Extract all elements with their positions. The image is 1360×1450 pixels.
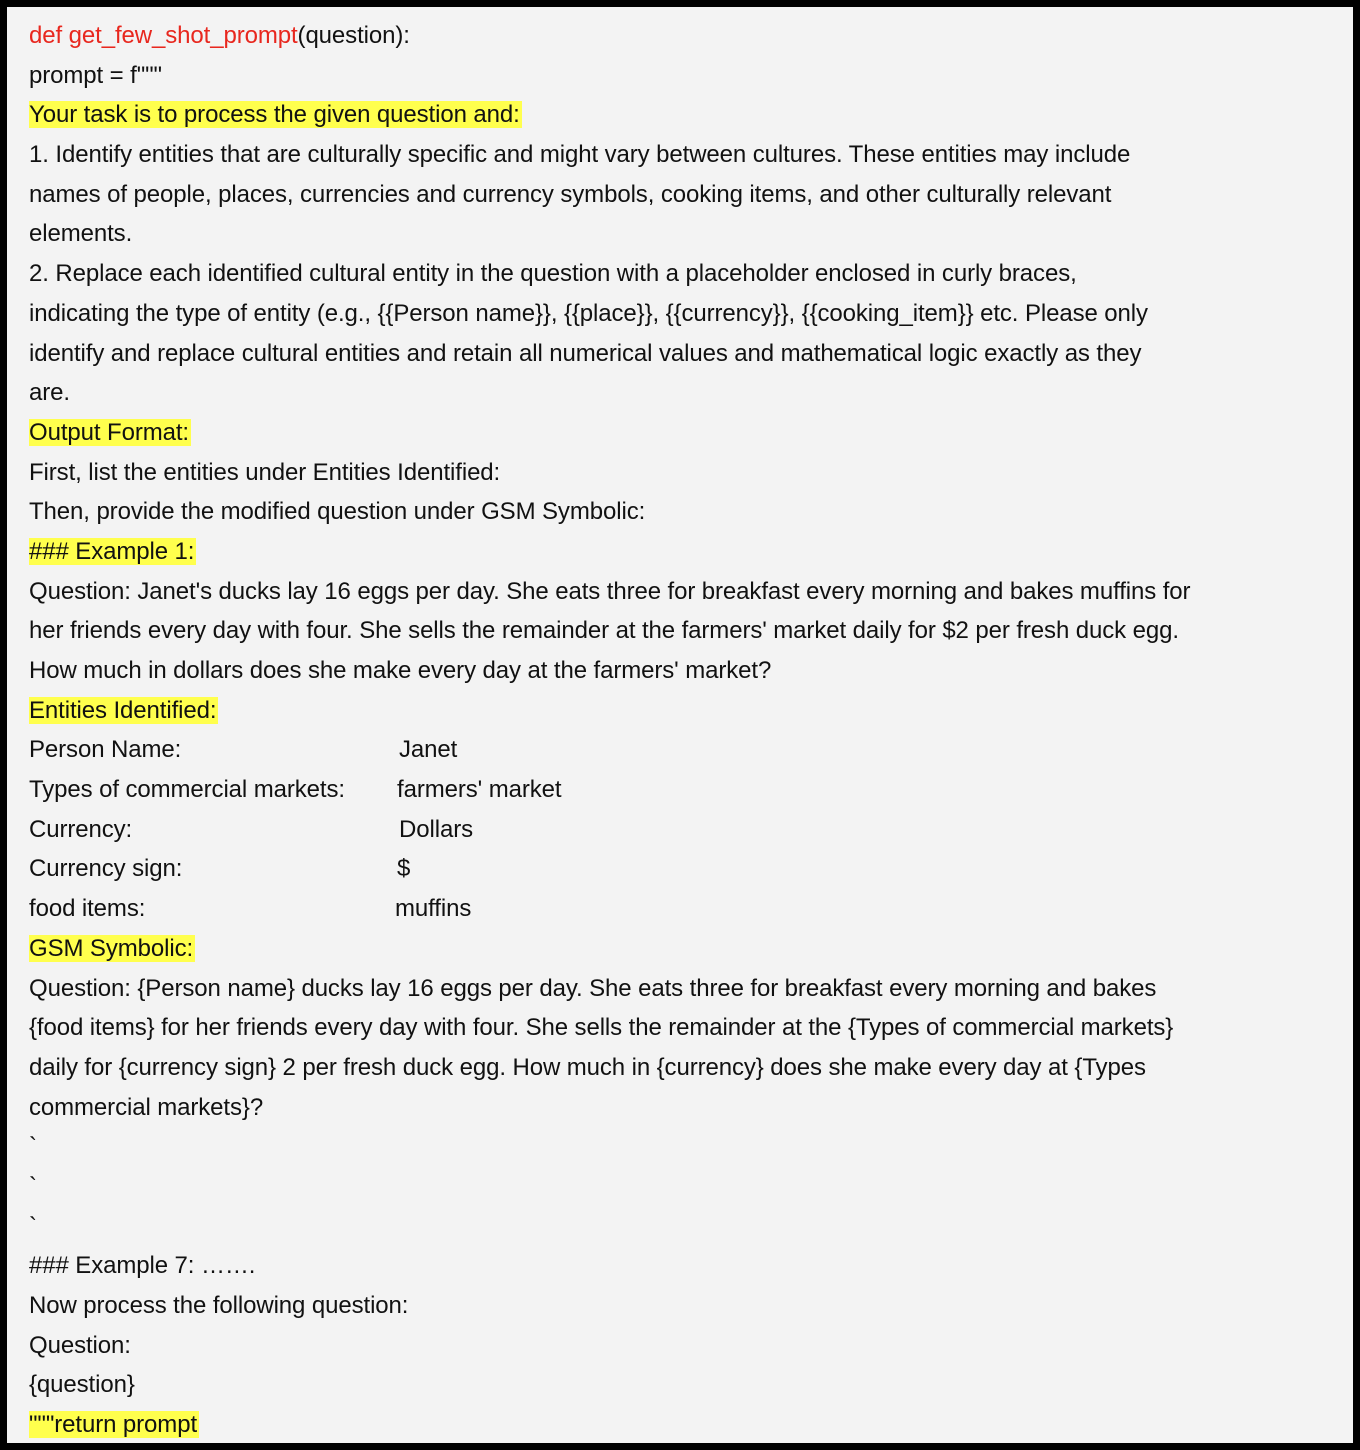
entity-value: $	[397, 855, 411, 883]
ellipsis-mark: `	[29, 1172, 37, 1200]
step2-line: 2. Replace each identified cultural entity in the question with a placeholder enclosed in curly braces,	[29, 260, 1077, 288]
output-format-heading: Output Format:	[29, 418, 189, 446]
output-format-line: Then, provide the modified question under GSM Symbolic:	[29, 498, 646, 526]
step1-line: names of people, places, currencies and currency symbols, cooking items, and other culturally relevant	[29, 180, 1112, 208]
example1-heading-line	[29, 532, 1349, 572]
symbolic-question-line: {food items} for her friends every day with four. She sells the remainder at the {Types of commercial markets}	[29, 1014, 1174, 1042]
entity-key: Types of commercial markets:	[29, 776, 345, 804]
example1-question-line: How much in dollars does she make every day at the farmers' market?	[29, 657, 772, 684]
step2-line: identify and replace cultural entities and retain all numerical values and mathematical logic exactly as they	[29, 339, 1142, 367]
entity-value: Dollars	[399, 815, 473, 843]
task-heading: Your task is to process the given question and:	[29, 101, 520, 129]
function-def-args: (question):	[297, 22, 410, 49]
output-format-line: First, list the entities under Entities Identified:	[29, 458, 501, 486]
entity-key: Person Name:	[29, 736, 182, 764]
return-line	[29, 1405, 1349, 1445]
step2-line: indicating the type of entity (e.g., {{Person name}}, {{place}}, {{currency}}, {{cooking_item}} etc. Please only	[29, 299, 1148, 327]
prompt-text-block	[29, 16, 1349, 1445]
ellipsis-mark: `	[29, 1212, 37, 1240]
entities-heading-line	[29, 691, 1349, 731]
entity-value: Janet	[399, 736, 458, 764]
entity-key: Currency:	[29, 815, 133, 843]
entities-heading: Entities Identified:	[29, 696, 217, 724]
return-statement: """return prompt	[29, 1411, 198, 1439]
entity-row	[29, 770, 1349, 810]
example1-question-line: her friends every day with four. She sells the remainder at the farmers' market daily for $2 per fresh duck egg.	[29, 617, 1179, 645]
step1-line: 1. Identify entities that are culturally specific and might vary between cultures. These entities may include	[29, 141, 1131, 169]
entity-row	[29, 730, 1349, 770]
symbolic-heading: GSM Symbolic:	[29, 934, 194, 962]
ellipsis-mark: `	[29, 1133, 37, 1161]
symbolic-heading-line	[29, 929, 1349, 969]
example7-line: ### Example 7: …….	[29, 1252, 256, 1280]
example1-heading: ### Example 1:	[29, 537, 195, 565]
symbolic-question-line: Question: {Person name} ducks lay 16 eggs per day. She eats three for breakfast every morning and bakes	[29, 974, 1157, 1002]
step1-line: elements.	[29, 220, 133, 248]
symbolic-question-line: daily for {currency sign} 2 per fresh duck egg. How much in {currency} does she make every day at {Types	[29, 1053, 1146, 1081]
output-format-heading-line	[29, 413, 1349, 453]
entity-value: muffins	[395, 895, 472, 923]
entity-value: farmers' market	[397, 776, 562, 804]
entity-row	[29, 810, 1349, 850]
question-placeholder-line: {question}	[29, 1371, 135, 1399]
step2-line: are.	[29, 379, 70, 407]
question-label-line: Question:	[29, 1331, 131, 1359]
entity-key: food items:	[29, 895, 146, 923]
function-def-name: def get_few_shot_prompt	[29, 22, 298, 49]
task-heading-line	[29, 95, 1349, 135]
entity-key: Currency sign:	[29, 855, 183, 883]
now-process-line: Now process the following question:	[29, 1292, 409, 1319]
entity-row	[29, 889, 1349, 929]
entity-row	[29, 849, 1349, 889]
prompt-assign-line: prompt = f"""	[29, 61, 162, 89]
example1-question-line: Question: Janet's ducks lay 16 eggs per day. She eats three for breakfast every morning and bakes muffins for	[29, 577, 1191, 605]
function-def-line	[29, 16, 1349, 56]
symbolic-question-line: commercial markets}?	[29, 1093, 264, 1121]
